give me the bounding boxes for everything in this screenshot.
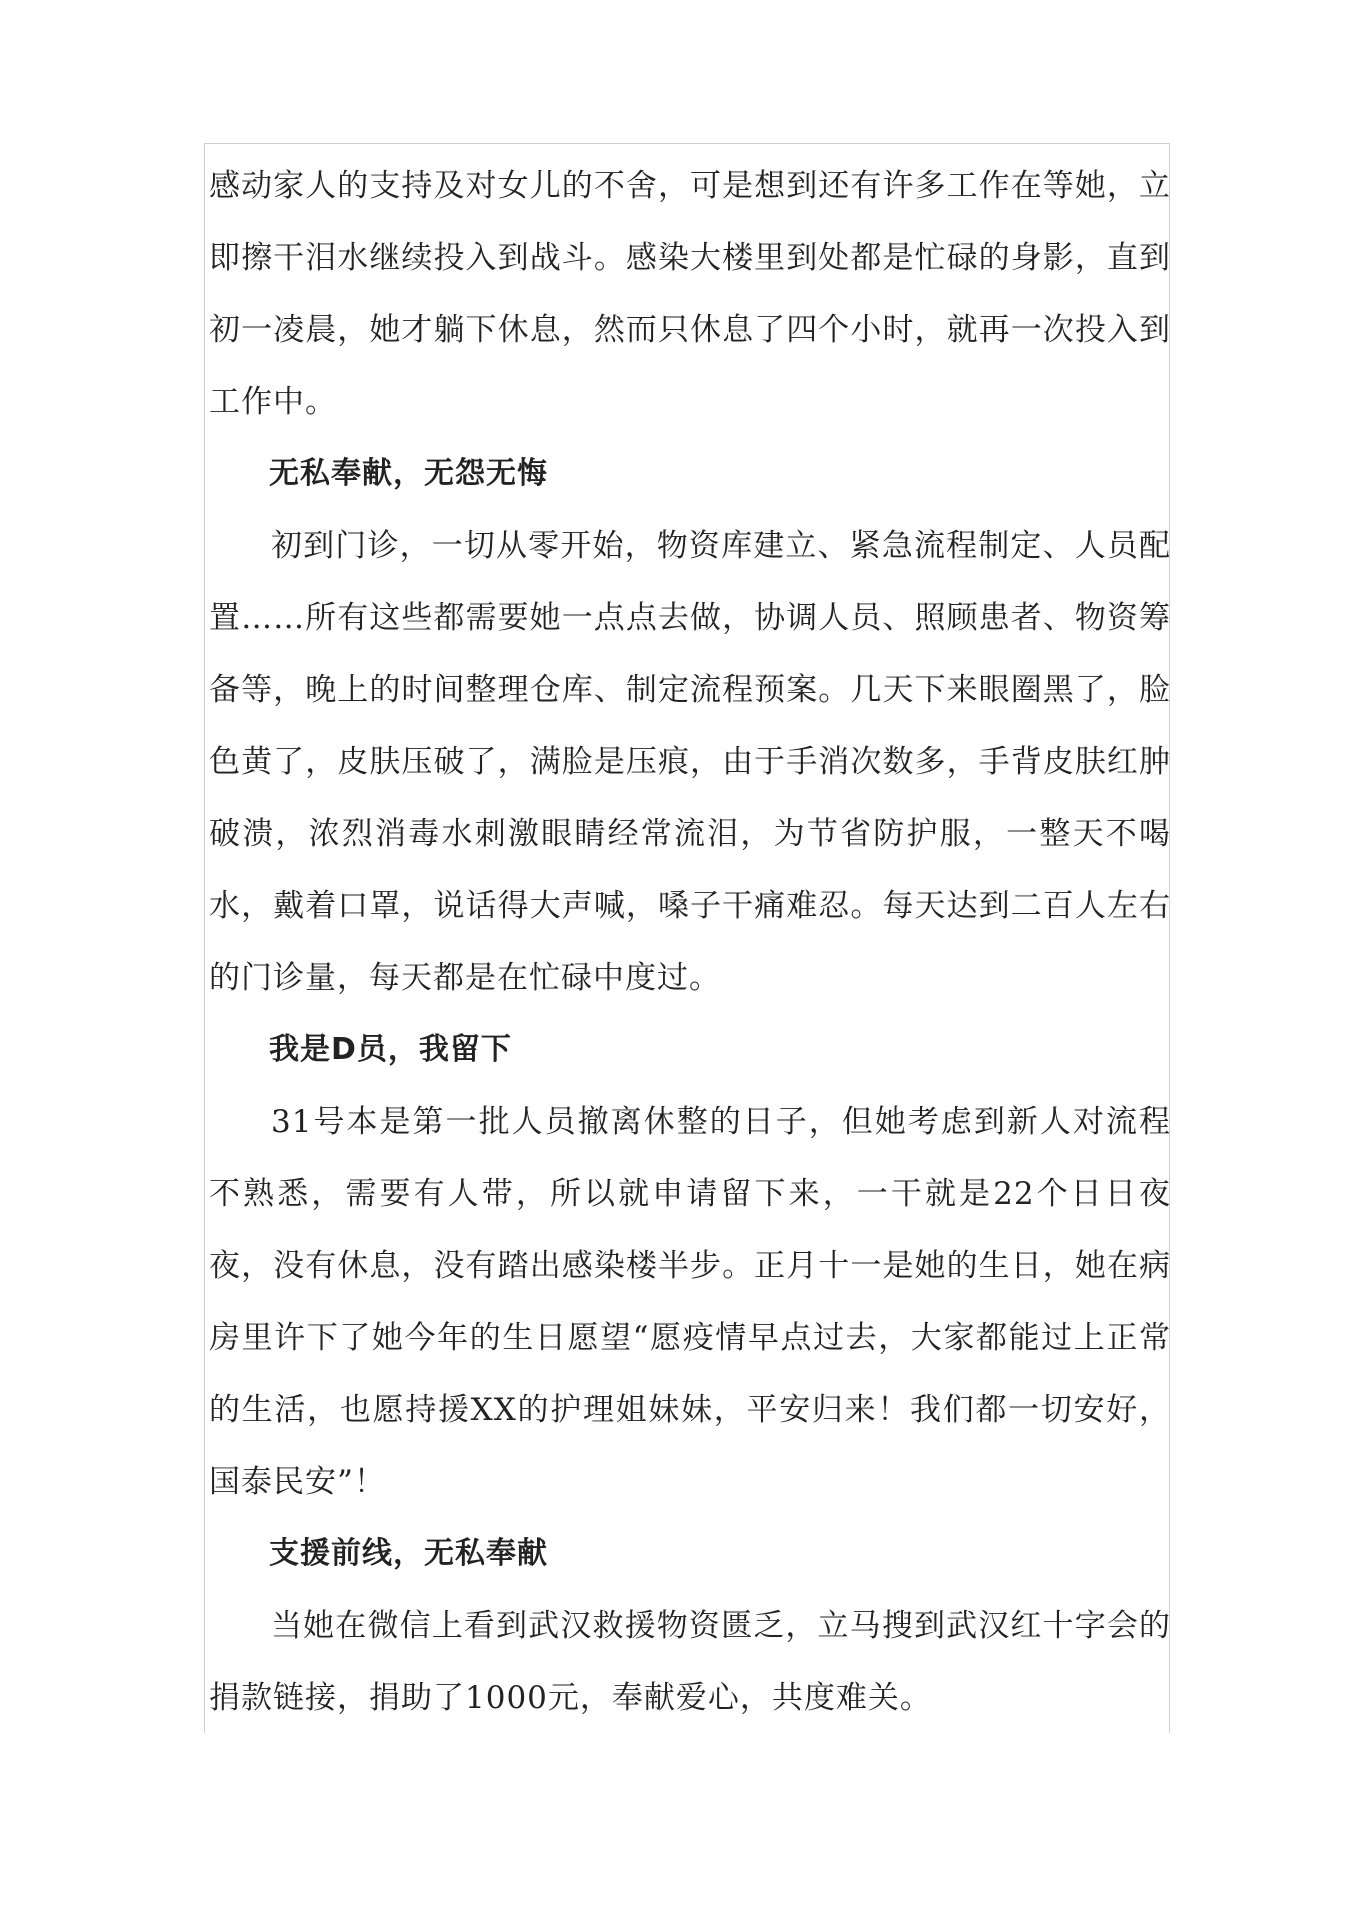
paragraph: 当她在微信上看到武汉救援物资匮乏，立马搜到武汉红十字会的捐款链接，捐助了1000元，奉献爱心，共度难关。 bbox=[209, 1608, 1171, 1716]
paragraph: 感动家人的支持及对女儿的不舍，可是想到还有许多工作在等她，立即擦干泪水继续投入到战斗。感染大楼里到处都是忙碌的身影，直到初一凌晨，她才躺下休息，然而只休息了四个小时，就再一次投入到工作中。 bbox=[209, 168, 1171, 420]
paragraph: 31号本是第一批人员撤离休整的日子，但她考虑到新人对流程不熟悉，需要有人带，所以就申请留下来，一干就是22个日日夜夜，没有休息，没有踏出感染楼半步。正月十一是她的生日，她在病房里许下了她今年的生日愿望“愿疫情早点过去，大家都能过上正常的生活，也愿持援XX的护理姐妹妹，平安归来！我们都一切安好，国泰民安”！ bbox=[209, 1104, 1171, 1500]
document-body bbox=[209, 150, 1171, 1734]
section-heading: 支援前线，无私奉献 bbox=[269, 1536, 548, 1571]
section-heading: 无私奉献，无怨无悔 bbox=[269, 456, 548, 491]
section-heading: 我是D员，我留下 bbox=[269, 1032, 512, 1067]
paragraph: 初到门诊，一切从零开始，物资库建立、紧急流程制定、人员配置……所有这些都需要她一点点去做，协调人员、照顾患者、物资筹备等，晚上的时间整理仓库、制定流程预案。几天下来眼圈黑了，脸色黄了，皮肤压破了，满脸是压痕，由于手消次数多，手背皮肤红肿破溃，浓烈消毒水刺激眼睛经常流泪，为节省防护服，一整天不喝水，戴着口罩，说话得大声喊，嗓子干痛难忍。每天达到二百人左右的门诊量，每天都是在忙碌中度过。 bbox=[209, 528, 1171, 996]
